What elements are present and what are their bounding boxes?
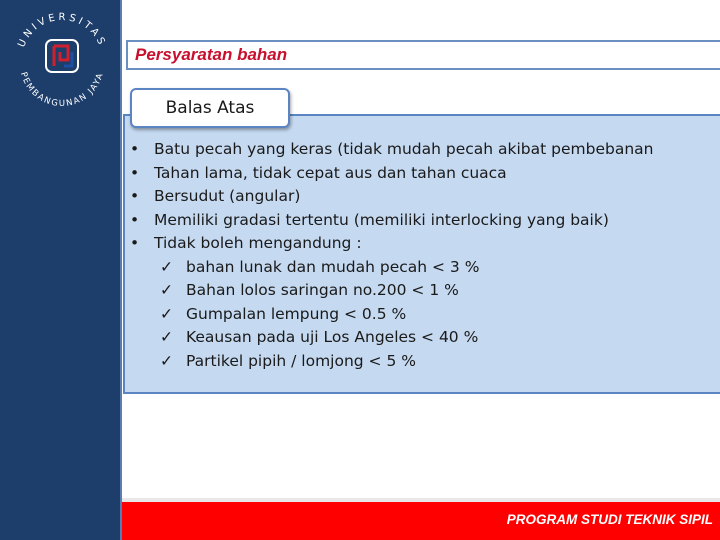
check-icon: ✓ bbox=[160, 281, 173, 299]
sub-item-text: Gumpalan lempung < 0.5 % bbox=[186, 304, 407, 323]
logo-ring-text-bottom: PEMBANGUNAN JAYA bbox=[17, 70, 107, 110]
footer-text: PROGRAM STUDI TEKNIK SIPIL bbox=[506, 512, 713, 527]
svg-text:PEMBANGUNAN JAYA bbox=[18, 71, 106, 109]
list-item bbox=[128, 232, 653, 256]
sub-item-text: Partikel pipih / lomjong < 5 % bbox=[186, 351, 416, 370]
check-icon: ✓ bbox=[160, 351, 173, 370]
check-icon: ✓ bbox=[160, 257, 173, 276]
sub-list-item bbox=[128, 326, 653, 350]
list-item bbox=[128, 185, 653, 209]
sub-item-text: Keausan pada uji Los Angeles < 40 % bbox=[186, 328, 479, 346]
university-seal-icon bbox=[6, 2, 118, 114]
bullet-icon: • bbox=[130, 234, 140, 252]
requirements-list bbox=[128, 138, 653, 373]
list-item-text: Bersudut (angular) bbox=[154, 187, 301, 205]
list-item bbox=[128, 162, 653, 186]
list-item bbox=[128, 209, 653, 233]
list-item-text: Batu pecah yang keras (tidak mudah pecah akibat pembebanan bbox=[154, 140, 654, 158]
page-title: Persyaratan bahan bbox=[135, 45, 288, 64]
sub-list-item bbox=[128, 256, 653, 280]
bullet-icon: • bbox=[130, 140, 140, 158]
bullet-icon: • bbox=[130, 187, 140, 205]
title-bar bbox=[126, 40, 720, 70]
bullet-icon: • bbox=[130, 163, 140, 182]
check-icon: ✓ bbox=[160, 328, 173, 346]
bullet-icon: • bbox=[130, 210, 140, 229]
list-item-text: Memiliki gradasi tertentu (memiliki interlocking yang baik) bbox=[154, 210, 609, 229]
list-item-text: Tidak boleh mengandung : bbox=[154, 234, 362, 252]
logo-ring-text-top: UNIVERSITAS bbox=[16, 11, 108, 50]
list-item bbox=[128, 138, 653, 162]
svg-text:UNIVERSITAS bbox=[16, 12, 107, 49]
sub-item-text: bahan lunak dan mudah pecah < 3 % bbox=[186, 257, 480, 276]
footer-bar bbox=[122, 502, 720, 540]
section-tab: Balas Atas bbox=[130, 88, 290, 128]
university-logo bbox=[6, 2, 118, 114]
list-item-text: Tahan lama, tidak cepat aus dan tahan cuaca bbox=[154, 163, 507, 182]
sub-list-item bbox=[128, 279, 653, 303]
sub-list-item bbox=[128, 350, 653, 374]
sub-list-item bbox=[128, 303, 653, 327]
check-icon: ✓ bbox=[160, 304, 173, 323]
sidebar bbox=[0, 0, 122, 540]
sub-item-text: Bahan lolos saringan no.200 < 1 % bbox=[186, 281, 459, 299]
